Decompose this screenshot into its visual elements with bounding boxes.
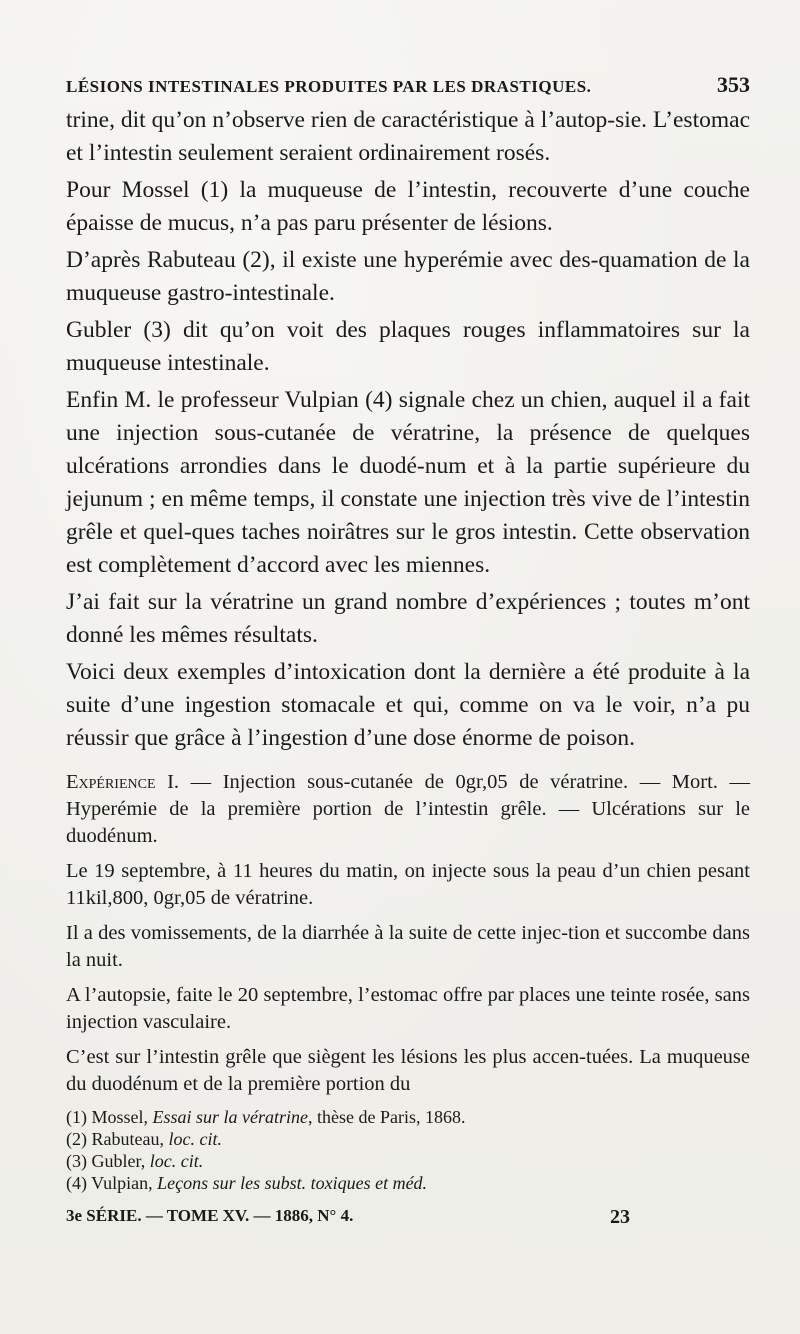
running-title: LÉSIONS INTESTINALES PRODUITES PAR LES DRASTIQUES. [66, 77, 592, 96]
paragraph: Gubler (3) dit qu’on voit des plaques rouges inflammatoires sur la muqueuse intestinale. [66, 317, 750, 376]
footnote [66, 1150, 750, 1172]
paragraph: J’ai fait sur la vératrine un grand nombre d’expériences ; toutes m’ont donné les mêmes résultats. [66, 589, 750, 648]
experience-summary: — Injection sous-cutanée de 0gr,05 de vératrine. — Mort. — Hyperémie de la première portion de l’intestin grêle. — Ulcérations sur le duodénum. [66, 771, 750, 847]
footnote-title: loc. cit. [168, 1129, 222, 1149]
paragraph: Enfin M. le professeur Vulpian (4) signale chez un chien, auquel il a fait une injection sous-cutanée de vératrine, la présence de quelques ulcérations arrondies dans le duodé-num et à la partie supérieure du jejunum ; en même temps, il constate une injection très vive de l’intestin grêle et quel-ques taches noirâtres sur le gros intestin. Cette observation est complètement d’accord avec les miennes. [66, 387, 750, 578]
footnote [66, 1106, 750, 1128]
experience-section [66, 769, 750, 1098]
paragraph: Pour Mossel (1) la muqueuse de l’intestin, recouverte d’une couche épaisse de mucus, n’a pas paru présenter de lésions. [66, 177, 750, 236]
footnote-title: Leçons sur les subst. toxiques et méd. [157, 1173, 428, 1193]
footnote-number: (1) Mossel, [66, 1107, 153, 1127]
footnotes [66, 1106, 750, 1194]
signature-mark: 23 [610, 1206, 630, 1228]
experience-label: Expérience I. [66, 771, 180, 793]
footnote-number: (2) Rabuteau, [66, 1129, 169, 1149]
paragraph: D’après Rabuteau (2), il existe une hyperémie avec des-quamation de la muqueuse gastro-intestinale. [66, 247, 750, 306]
footnote [66, 1172, 750, 1194]
experience-paragraph: C’est sur l’intestin grêle que siègent les lésions les plus accen-tuées. La muqueuse du duodénum et de la première portion du [66, 1046, 750, 1095]
footnote-title: loc. cit. [149, 1151, 204, 1171]
footnote-number: (3) Gubler, [66, 1151, 150, 1171]
experience-paragraph: Le 19 septembre, à 11 heures du matin, on injecte sous la peau d’un chien pesant 11kil,800, 0gr,05 de vératrine. [66, 860, 750, 909]
paragraph: Voici deux exemples d’intoxication dont la dernière a été produite à la suite d’une ingestion stomacale et qui, comme on va le voir, n’a pu réussir que grâce à l’ingestion d’une dose énorme de poison. [66, 659, 750, 751]
series-info: 3e SÉRIE. — TOME XV. — 1886, N° 4. [66, 1206, 354, 1225]
footnote-rest: , thèse de Paris, 1868. [308, 1107, 466, 1127]
running-header [66, 72, 750, 98]
experience-heading [66, 769, 750, 850]
experience-paragraph: A l’autopsie, faite le 20 septembre, l’estomac offre par places une teinte rosée, sans injection vasculaire. [66, 984, 750, 1033]
page-number: 353 [717, 72, 750, 97]
experience-paragraph: Il a des vomissements, de la diarrhée à la suite de cette injec-tion et succombe dans la nuit. [66, 922, 750, 971]
main-text [66, 104, 750, 755]
footnote [66, 1128, 750, 1150]
footnote-number: (4) Vulpian, [66, 1173, 158, 1193]
footnote-title: Essai sur la vératrine [152, 1107, 308, 1127]
page-footer [66, 1206, 750, 1229]
paragraph: trine, dit qu’on n’observe rien de caractéristique à l’autop-sie. L’estomac et l’intestin seulement seraient ordinairement rosés. [66, 107, 750, 166]
